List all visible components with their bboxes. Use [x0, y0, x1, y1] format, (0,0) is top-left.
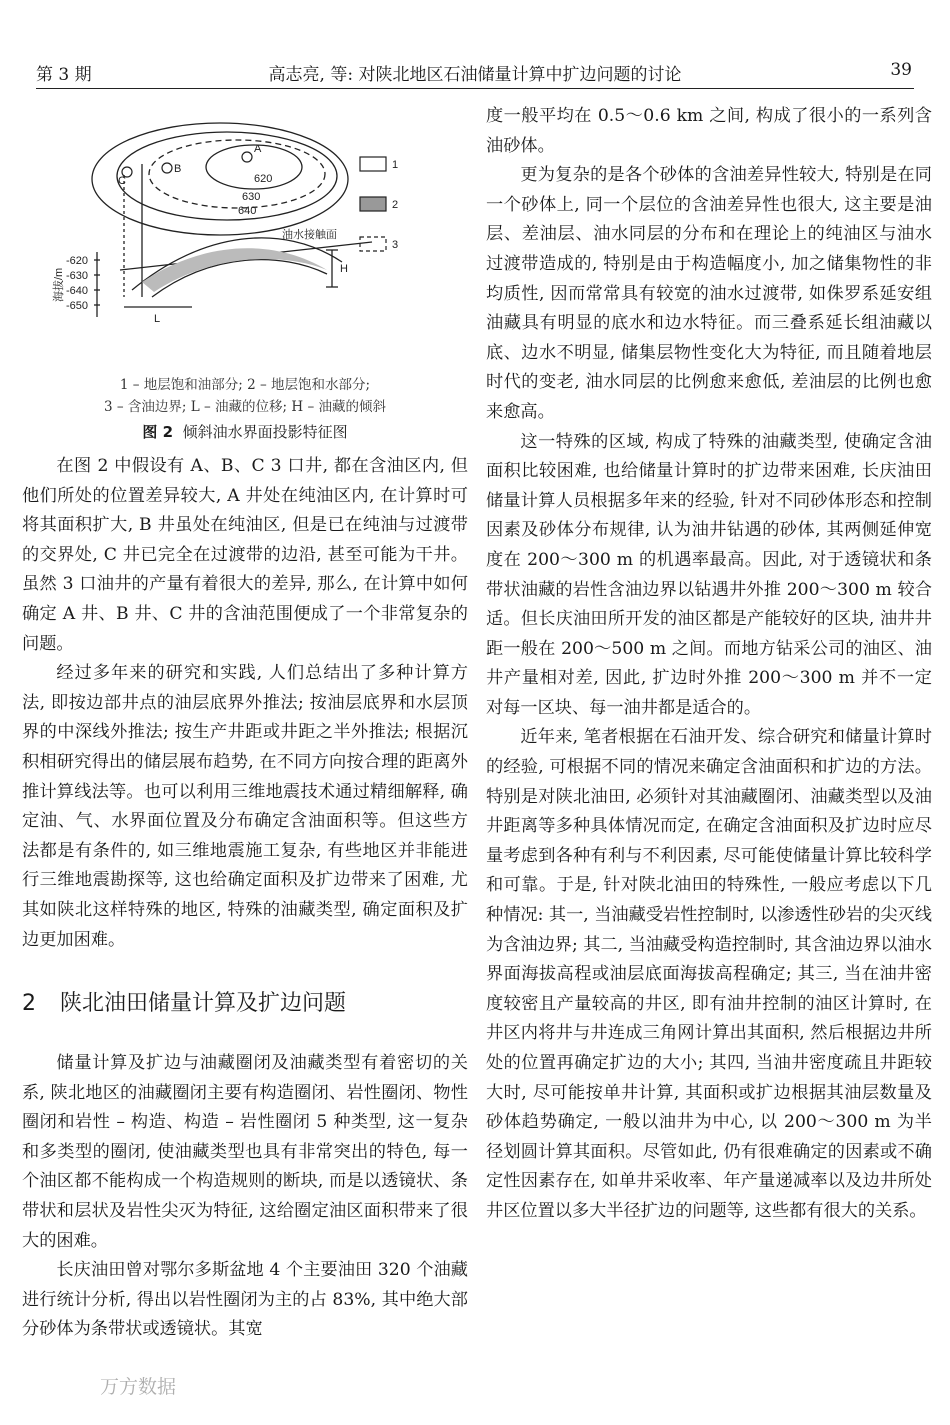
- paragraph: 长庆油田曾对鄂尔多斯盆地 4 个主要油田 320 个油藏进行统计分析, 得出以岩性圈闭为主的占 83%, 其中绝大部分砂体为条带状或透镜状。其宽: [22, 1260, 468, 1340]
- contour-640-label: 640: [238, 205, 257, 217]
- interface-label: 油水接触面: [282, 229, 337, 241]
- paragraph: 经过多年来的研究和实践, 人们总结出了多种计算方法, 即按边部井点的油层底界外推法; 按油层底界和水层顶界的中深线外推法; 按生产井距或井距之半外推法; 根据沉积相研究得出的储层展布趋势, 在不同方向按合理的距离外推计算线法等。也可以利用三维地震技术通过精细解释, 确定油、气、水界面位置及分布确定含油面积等。但这些方法都是有条件的, 如三维地震施工复杂, 有些地区并非能进行三维地震勘探等, 这也给确定面积及扩边带来了困难, 尤其如陕北这样特殊的地区, 特殊的油藏类型, 确定面积及扩边更加困难。: [22, 663, 468, 950]
- page-number: 39: [890, 60, 912, 80]
- section-heading: [22, 989, 468, 1019]
- y-axis-label: 海拔/m: [53, 267, 65, 302]
- figure-number: 图 2: [142, 423, 174, 441]
- figure-2: [22, 102, 468, 452]
- right-column: [486, 102, 932, 1227]
- well-a-label: A: [254, 143, 262, 155]
- paragraph: 近年来, 笔者根据在石油开发、综合研究和储量计算时的经验, 可根据不同的情况来确定含油面积和扩边的方法。特别是对陕北油田, 必须针对其油藏圈闭、油藏类型以及油井距离等多种具体情况而定, 在确定含油面积及扩边时应尽量考虑到各种有利与不利因素, 尽可能使储量计算比较科学和可靠。于是, 针对陕北油田的特殊性, 一般应考虑以下几种情况: 其一, 当油藏受岩性控制时, 以渗透性砂岩的尖灭线为含油边界; 其二, 当油藏受构造控制时, 其含油边界以油水界面海拔高程或油层底面海拔高程确定; 其三, 当在油井密度较密且产量较高的井区, 即有油井控制的油区计算时, 在井区内将井与井连成三角网计算出其面积, 然后根据边井所处的位置再确定扩边的大小; 其四, 当油井密度疏且井距较大时, 尽可能按单井计算, 其面积或扩边根据其油层数量及砂体趋势确定, 一般以油井为中心, 以 200～300 m 为半径划圆计算其面积。尽管如此, 仍有很难确定的因素或不确定性因素存在, 如单井采收率、年产量递减率以及边井所处井区位置以多大半径扩边的问题等, 这些都有很大的关系。: [486, 727, 932, 1221]
- watermark: 万方数据: [100, 1376, 177, 1398]
- section-title: 陕北油田储量计算及扩边问题: [60, 991, 347, 1017]
- legend-3-swatch: [360, 237, 386, 251]
- well-b-marker: [162, 163, 172, 173]
- legend-1-swatch: [360, 157, 386, 171]
- caption-legend-line-2: 3 – 含油边界; L – 油藏的位移; H – 油藏的倾斜: [103, 399, 386, 415]
- legend-2-label: 2: [392, 199, 399, 211]
- legend-3-label: 3: [392, 239, 399, 251]
- paragraph: 这一特殊的区域, 构成了特殊的油藏类型, 使确定含油面积比较困难, 也给储量计算时的扩边带来困难, 长庆油田储量计算人员根据多年来的经验, 针对不同砂体形态和控制因素及砂体分布规律, 认为油井钻遇的砂体, 其两侧延伸宽度在 200～300 m 的机遇率最高。因此, 对于透镜状和条带状油藏的岩性含油边界以钻遇井外推 200～300 m 较合适。但长庆油田所开发的油区都是产能较好的区块, 油井井距一般在 200～500 m 之间。而地方钻采公司的油区、油井产量相对差, 因此, 扩边时外推 200～300 m 并不一定对每一区块、每一油井都是适合的。: [486, 431, 932, 718]
- oil-water-interface-diagram: [42, 102, 442, 342]
- left-column: [22, 102, 468, 1345]
- running-title: 高志亮, 等: 对陕北地区石油储量计算中扩边问题的讨论: [268, 65, 682, 85]
- paragraph: 在图 2 中假设有 A、B、C 3 口井, 都在含油区内, 但他们所处的位置差异较大, A 井处在纯油区内, 在计算时可将其面积扩大, B 井虽处在纯油区, 但是已在纯油与过渡带的交界处, C 井已完全在过渡带的边沿, 甚至可能为干井。虽然 3 口油井的产量有着很大的差异, 那么, 在计算中如何确定 A 井、B 井、C 井的含油范围便成了一个非常复杂的问题。: [22, 456, 468, 654]
- paragraph: 度一般平均在 0.5～0.6 km 之间, 构成了很小的一系列含油砂体。: [486, 106, 932, 156]
- well-a-marker: [242, 152, 252, 162]
- figure-caption: [22, 374, 468, 446]
- legend-1-label: 1: [392, 159, 399, 171]
- tick-620: -620: [66, 255, 89, 267]
- caption-legend-line-1: 1 – 地层饱和油部分; 2 – 地层饱和水部分;: [119, 377, 371, 393]
- tick-650: -650: [66, 300, 89, 312]
- well-c-label: C: [118, 175, 126, 187]
- contour-640: [92, 123, 348, 235]
- caption-title-line: [22, 418, 468, 446]
- tick-630: -630: [66, 270, 89, 282]
- issue-number: 第 3 期: [36, 65, 92, 85]
- contour-630-label: 630: [242, 191, 261, 203]
- running-header: [36, 52, 914, 89]
- tick-640: -640: [66, 285, 89, 297]
- l-label: L: [154, 313, 161, 325]
- paragraph: 更为复杂的是各个砂体的含油差异性较大, 特别是在同一个砂体上, 同一个层位的含油差异性也很大, 这主要是油层、差油层、油水同层的分布和在理论上的纯油区与油水过渡带造成的, 特别是由于构造幅度小, 加之储集物性的非均质性, 因而常常具有较宽的油水过渡带, 如侏罗系延安组油藏具有明显的底水和边水特征。而三叠系延长组油藏以底、边水不明显, 储集层物性变化大为特征, 而且随着地层时代的变老, 油水同层的比例愈来愈低, 差油层的比例也愈来愈高。: [486, 165, 932, 422]
- h-label: H: [340, 263, 348, 275]
- well-b-label: B: [174, 163, 182, 175]
- contour-620-label: 620: [254, 173, 273, 185]
- legend-2-swatch: [360, 197, 386, 211]
- figure-title: 倾斜油水界面投影特征图: [182, 423, 348, 441]
- section-number: 2: [22, 991, 36, 1017]
- contour-630: [117, 132, 337, 220]
- paragraph: 储量计算及扩边与油藏圈闭及油藏类型有着密切的关系, 陕北地区的油藏圈闭主要有构造圈闭、岩性圈闭、物性圈闭和岩性 – 构造、构造 – 岩性圈闭 5 种类型, 这一复杂和多类型的圈闭, 使油藏类型也具有非常突出的特色, 每一个油区都不能构成一个构造规则的断块, 而是以透镜状、条带状和层状及岩性尖灭为特征, 这给圈定油区面积带来了很大的困难。: [22, 1053, 468, 1251]
